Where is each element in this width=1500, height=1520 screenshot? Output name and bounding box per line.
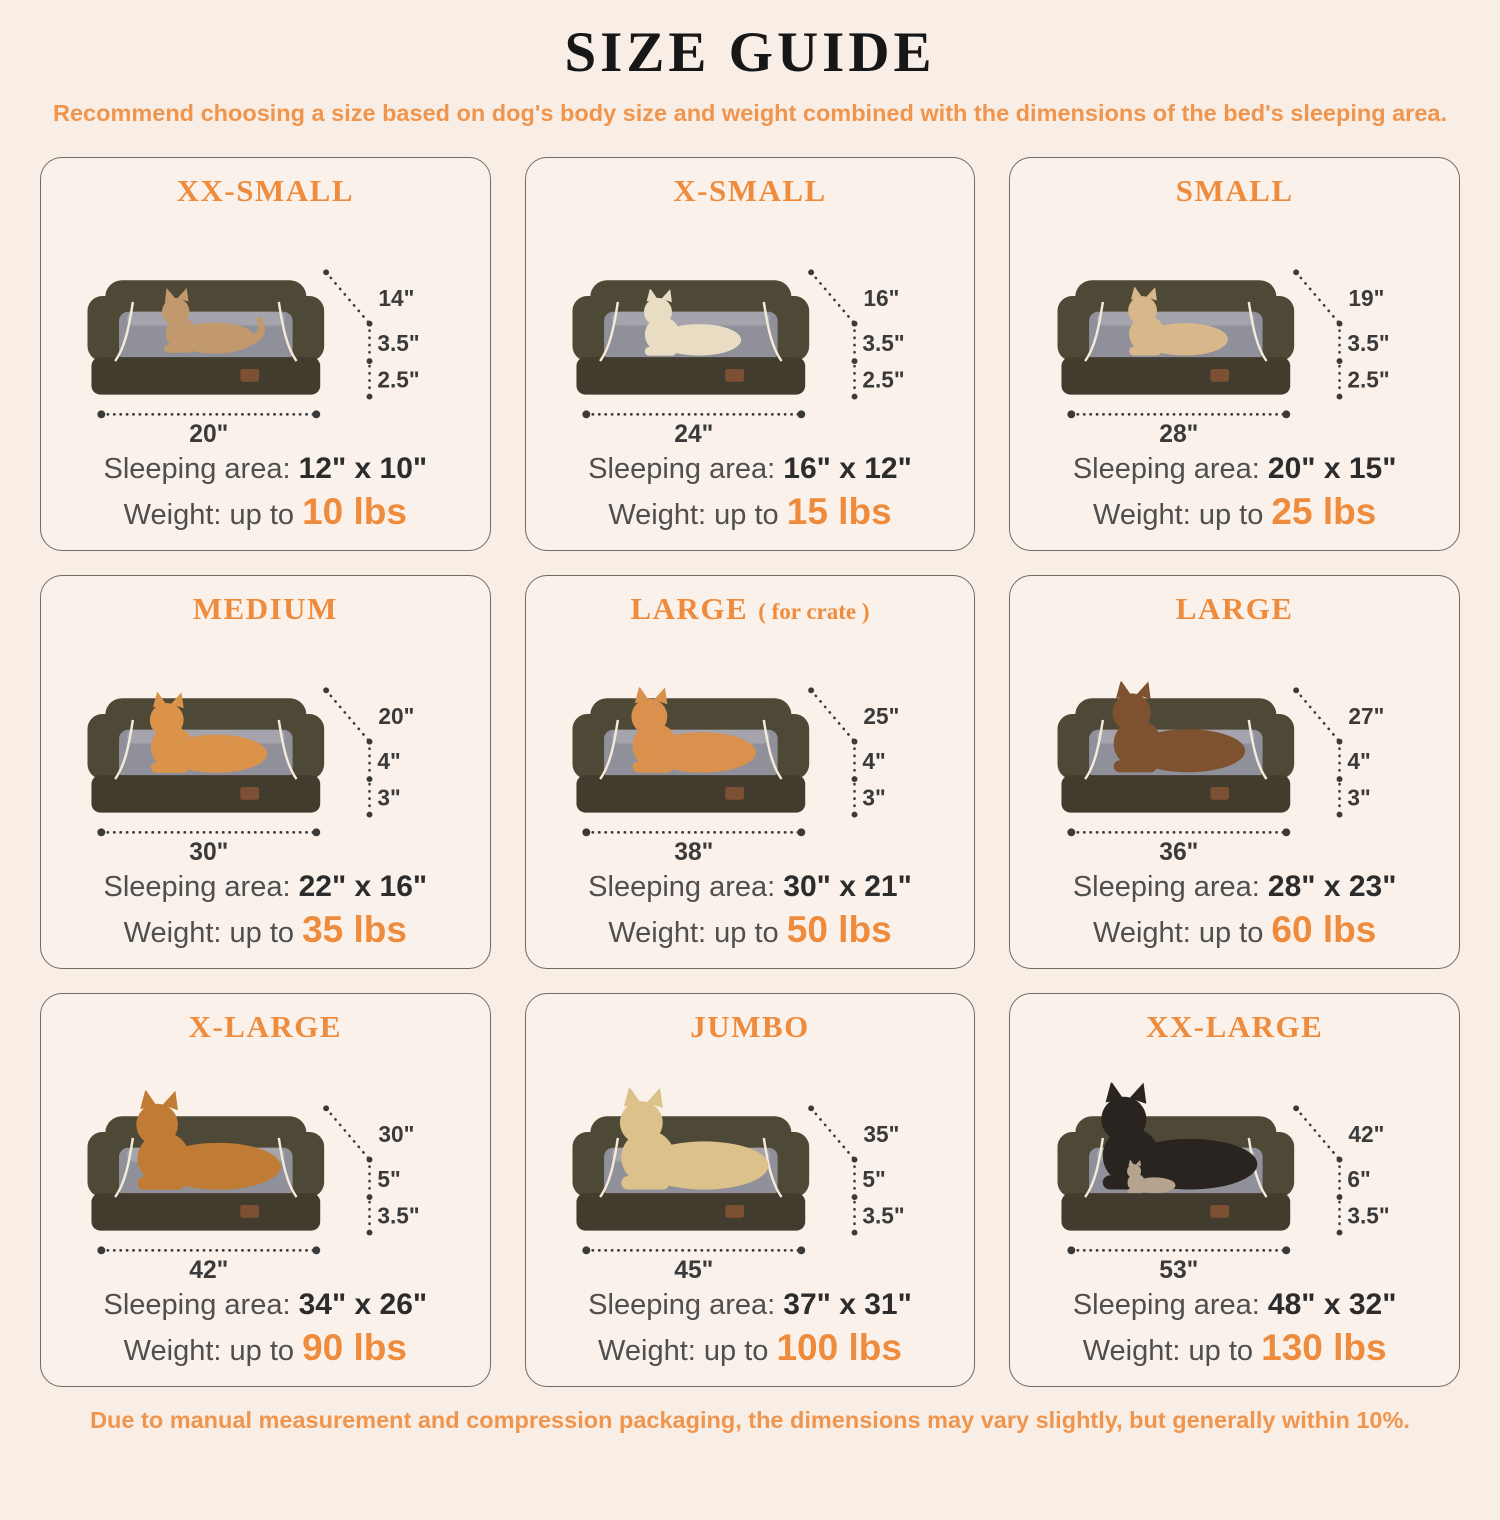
weight-label: Weight: up to: [123, 916, 295, 949]
card-title-text: XX-SMALL: [176, 173, 354, 208]
sleeping-area-label: Sleeping area:: [103, 1289, 291, 1321]
dim-bolster-height-label: 3.5": [862, 330, 905, 357]
page-subtitle: Recommend choosing a size based on dog's body size and weight combined with the dimensions of the bed's sleeping area.: [53, 100, 1447, 126]
weight-label: Weight: up to: [1092, 498, 1264, 531]
card-title: [41, 1009, 490, 1045]
dim-base-height-label: 3.5": [862, 1202, 905, 1229]
card-title-text: X-SMALL: [673, 173, 827, 208]
sleeping-area-label: Sleeping area:: [1072, 453, 1260, 485]
weight-line: [41, 489, 490, 535]
card-title: [526, 173, 975, 209]
dim-depth-label: 19": [1348, 284, 1385, 311]
sleeping-area-line: [41, 450, 490, 488]
size-card-large: [1009, 575, 1460, 969]
sleeping-area-value: 22" x 16": [298, 870, 428, 903]
weight-value: 35 lbs: [302, 908, 407, 950]
dim-base-height-label: 3": [377, 784, 402, 811]
weight-value: 10 lbs: [302, 490, 407, 532]
sleeping-area-value: 16" x 12": [783, 452, 912, 485]
dim-width-label: 28": [1158, 420, 1198, 448]
card-title: [1010, 1009, 1459, 1045]
size-card-xx-large: [1009, 993, 1460, 1387]
card-title-suffix: ( for crate ): [758, 599, 870, 624]
dim-base-height-label: 2.5": [1347, 366, 1390, 393]
dim-bolster-height-label: 5": [377, 1166, 402, 1193]
weight-value: 50 lbs: [786, 908, 892, 950]
dim-width-label: 45": [674, 1256, 714, 1284]
weight-line: [526, 489, 975, 535]
bed-illustration: [1023, 211, 1447, 450]
weight-line: [41, 1325, 490, 1371]
sleeping-area-value: 37" x 31": [783, 1288, 912, 1321]
sleeping-area-line: [1010, 868, 1459, 906]
sleeping-area-line: [526, 868, 975, 906]
dim-width-label: 38": [674, 838, 714, 866]
dim-depth-label: 25": [863, 702, 900, 729]
sleeping-area-value: 48" x 32": [1267, 1288, 1397, 1321]
bed-illustration: [538, 1047, 962, 1286]
card-title-text: SMALL: [1175, 173, 1294, 208]
weight-value: 15 lbs: [786, 490, 892, 532]
weight-line: [526, 1325, 975, 1371]
sleeping-area-value: 28" x 23": [1267, 870, 1397, 903]
dim-base-height-label: 3.5": [377, 1202, 420, 1229]
size-card-medium: [40, 575, 491, 969]
sleeping-area-value: 20" x 15": [1267, 452, 1397, 485]
sleeping-area-label: Sleeping area:: [1072, 871, 1260, 903]
bed-illustration: [53, 211, 477, 450]
dim-base-height-label: 3.5": [1347, 1202, 1390, 1229]
card-title-text: X-LARGE: [188, 1009, 343, 1044]
bed-illustration: [538, 629, 962, 868]
dim-base-height-label: 2.5": [377, 366, 420, 393]
card-title-text: JUMBO: [690, 1009, 810, 1044]
weight-label: Weight: up to: [598, 1334, 769, 1367]
size-card-large-for-crate: [525, 575, 976, 969]
weight-label: Weight: up to: [608, 498, 779, 531]
weight-label: Weight: up to: [608, 916, 779, 949]
card-title: [1010, 173, 1459, 209]
card-title-text: XX-LARGE: [1145, 1009, 1324, 1044]
dim-depth-label: 42": [1348, 1120, 1385, 1147]
dim-width-label: 53": [1158, 1256, 1198, 1284]
weight-value: 90 lbs: [302, 1326, 407, 1368]
page-title: SIZE GUIDE: [564, 21, 936, 84]
weight-value: 100 lbs: [776, 1326, 902, 1368]
weight-line: [526, 907, 975, 953]
weight-value: 60 lbs: [1271, 908, 1377, 950]
sleeping-area-line: [1010, 1286, 1459, 1324]
dim-depth-label: 30": [378, 1120, 415, 1147]
dim-depth-label: 27": [1348, 702, 1385, 729]
card-title: [41, 591, 490, 627]
sleeping-area-value: 34" x 26": [298, 1288, 428, 1321]
card-title-text: MEDIUM: [192, 591, 338, 626]
dim-width-label: 42": [189, 1256, 229, 1284]
dim-base-height-label: 3": [862, 784, 886, 811]
bed-illustration: [538, 211, 962, 450]
dim-depth-label: 35": [863, 1120, 900, 1147]
weight-line: [1010, 1325, 1459, 1371]
weight-label: Weight: up to: [1092, 916, 1264, 949]
card-title: [526, 1009, 975, 1045]
sleeping-area-line: [41, 1286, 490, 1324]
sleeping-area-line: [526, 1286, 975, 1324]
sleeping-area-label: Sleeping area:: [588, 871, 776, 903]
weight-label: Weight: up to: [123, 498, 295, 531]
weight-line: [1010, 489, 1459, 535]
size-card-jumbo: [525, 993, 976, 1387]
bed-illustration: [53, 629, 477, 868]
sleeping-area-line: [526, 450, 975, 488]
sleeping-area-line: [41, 868, 490, 906]
size-card-x-large: [40, 993, 491, 1387]
card-title-text: LARGE: [630, 591, 749, 626]
dim-depth-label: 20": [378, 702, 415, 729]
weight-label: Weight: up to: [123, 1334, 295, 1367]
bed-illustration: [53, 1047, 477, 1286]
dim-bolster-height-label: 4": [377, 748, 402, 775]
sleeping-area-label: Sleeping area:: [588, 1289, 776, 1321]
weight-value: 130 lbs: [1261, 1326, 1387, 1368]
weight-value: 25 lbs: [1271, 490, 1377, 532]
sleeping-area-label: Sleeping area:: [103, 871, 291, 903]
sleeping-area-label: Sleeping area:: [103, 453, 291, 485]
sleeping-area-label: Sleeping area:: [1072, 1289, 1260, 1321]
page-footnote: Due to manual measurement and compression packaging, the dimensions may vary slightly, but generally within 10%.: [90, 1407, 1410, 1433]
sleeping-area-value: 30" x 21": [783, 870, 912, 903]
size-card-xx-small: [40, 157, 491, 551]
weight-line: [1010, 907, 1459, 953]
weight-label: Weight: up to: [1082, 1334, 1254, 1367]
bed-illustration: [1023, 1047, 1447, 1286]
dim-bolster-height-label: 6": [1347, 1166, 1371, 1193]
dim-bolster-height-label: 3.5": [1347, 330, 1390, 357]
sleeping-area-value: 12" x 10": [298, 452, 428, 485]
dim-depth-label: 16": [863, 284, 900, 311]
size-card-small: [1009, 157, 1460, 551]
dim-base-height-label: 3": [1347, 784, 1371, 811]
size-card-grid: [0, 127, 1500, 1387]
card-title-text: LARGE: [1175, 591, 1294, 626]
dim-width-label: 20": [189, 420, 229, 448]
weight-line: [41, 907, 490, 953]
card-title: [1010, 591, 1459, 627]
dim-bolster-height-label: 4": [1347, 748, 1371, 775]
card-title: [41, 173, 490, 209]
dim-bolster-height-label: 4": [862, 748, 886, 775]
card-title: [526, 591, 975, 627]
dim-width-label: 24": [674, 420, 714, 448]
dim-width-label: 30": [189, 838, 229, 866]
dim-depth-label: 14": [378, 284, 415, 311]
dim-width-label: 36": [1158, 838, 1198, 866]
size-card-x-small: [525, 157, 976, 551]
sleeping-area-line: [1010, 450, 1459, 488]
dim-bolster-height-label: 3.5": [377, 330, 420, 357]
dim-bolster-height-label: 5": [862, 1166, 886, 1193]
sleeping-area-label: Sleeping area:: [588, 453, 776, 485]
dim-base-height-label: 2.5": [862, 366, 905, 393]
bed-illustration: [1023, 629, 1447, 868]
